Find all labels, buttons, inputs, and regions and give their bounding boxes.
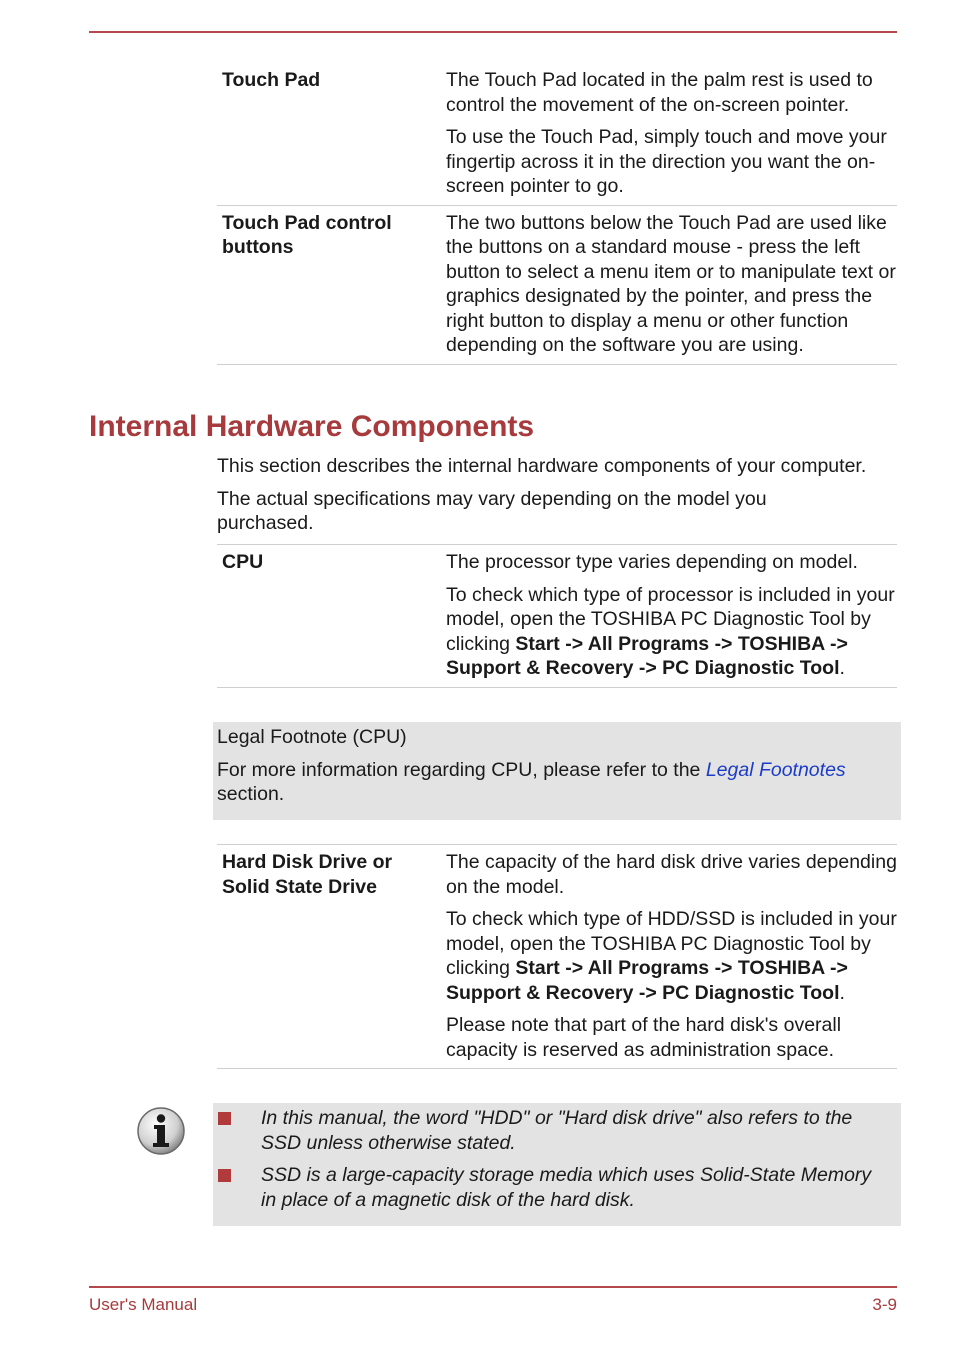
touchpad-table bbox=[217, 63, 897, 365]
table-row bbox=[217, 544, 897, 688]
note-text: In this manual, the word "HDD" or "Hard disk drive" also refers to the SSD unless otherwise stated. bbox=[261, 1107, 853, 1154]
paragraph-text: . bbox=[839, 657, 845, 679]
row-definition bbox=[441, 211, 897, 358]
paragraph-text: For more information regarding CPU, please refer to the bbox=[217, 758, 706, 781]
definition-paragraph: The Touch Pad located in the palm rest is used to control the movement of the on-screen pointer. bbox=[446, 69, 873, 116]
page-number: 3-9 bbox=[872, 1295, 897, 1314]
row-term: CPU bbox=[222, 551, 264, 573]
note-box bbox=[213, 1103, 901, 1226]
bullet-square-icon bbox=[218, 1112, 231, 1125]
table-row bbox=[217, 63, 897, 206]
table-row bbox=[217, 206, 897, 365]
definition-paragraph bbox=[446, 907, 897, 1005]
legal-footnote-box bbox=[213, 722, 901, 820]
footer-rule bbox=[89, 1286, 897, 1288]
paragraph-text: section. bbox=[217, 783, 285, 805]
paragraph-text: . bbox=[839, 981, 845, 1004]
menu-path: Start -> All Programs -> TOSHIBA -> Support & Recovery -> PC Diagnostic Tool bbox=[446, 632, 848, 679]
row-definition bbox=[441, 850, 897, 1062]
intro-paragraph: This section describes the internal hardware components of your computer. bbox=[217, 455, 867, 477]
row-term: Hard Disk Drive or Solid State Drive bbox=[222, 851, 393, 898]
definition-paragraph: The two buttons below the Touch Pad are used like the buttons on a standard mouse - press the left button to select a menu item or to manipulate text or graphics designated by the pointer, and press the right button to display a menu or other function depending on the software you are using. bbox=[446, 211, 896, 356]
note-item bbox=[213, 1163, 901, 1212]
menu-path: Start -> All Programs -> TOSHIBA -> Support & Recovery -> PC Diagnostic Tool bbox=[446, 957, 848, 1004]
definition-paragraph: To use the Touch Pad, simply touch and move your fingertip across it in the direction you want the on-screen pointer to go. bbox=[446, 126, 887, 197]
row-term: Touch Pad control buttons bbox=[222, 211, 392, 258]
legal-footnote-text bbox=[217, 758, 897, 807]
hdd-table bbox=[217, 844, 897, 1069]
paragraph-text: To check which type of HDD/SSD is included in your model, open the TOSHIBA PC Diagnostic Tool by clicking bbox=[446, 908, 897, 979]
definition-paragraph: The processor type varies depending on model. bbox=[446, 551, 858, 573]
intro-paragraph: The actual specifications may vary depending on the model you purchased. bbox=[217, 487, 767, 534]
paragraph-text: To check which type of processor is included in your model, open the TOSHIBA PC Diagnostic Tool by clicking bbox=[446, 583, 895, 655]
legal-footnotes-link[interactable]: Legal Footnotes bbox=[705, 758, 846, 781]
note-item bbox=[213, 1106, 901, 1155]
definition-paragraph bbox=[446, 583, 897, 681]
section-heading: Internal Hardware Components bbox=[89, 410, 535, 443]
bullet-square-icon bbox=[218, 1169, 231, 1182]
definition-paragraph: Please note that part of the hard disk's overall capacity is reserved as administration space. bbox=[446, 1014, 842, 1061]
row-definition bbox=[441, 550, 897, 681]
cpu-table bbox=[217, 544, 897, 688]
info-icon bbox=[136, 1106, 186, 1156]
legal-footnote-title: Legal Footnote (CPU) bbox=[217, 726, 407, 748]
footer-title: User's Manual bbox=[89, 1295, 198, 1314]
row-definition bbox=[441, 68, 897, 199]
header-rule bbox=[89, 31, 897, 33]
table-row bbox=[217, 844, 897, 1069]
note-text: SSD is a large-capacity storage media which uses Solid-State Memory in place of a magnetic disk of the hard disk. bbox=[261, 1164, 872, 1211]
row-term: Touch Pad bbox=[222, 69, 321, 91]
definition-paragraph: The capacity of the hard disk drive varies depending on the model. bbox=[446, 851, 897, 898]
section-intro bbox=[217, 454, 907, 544]
